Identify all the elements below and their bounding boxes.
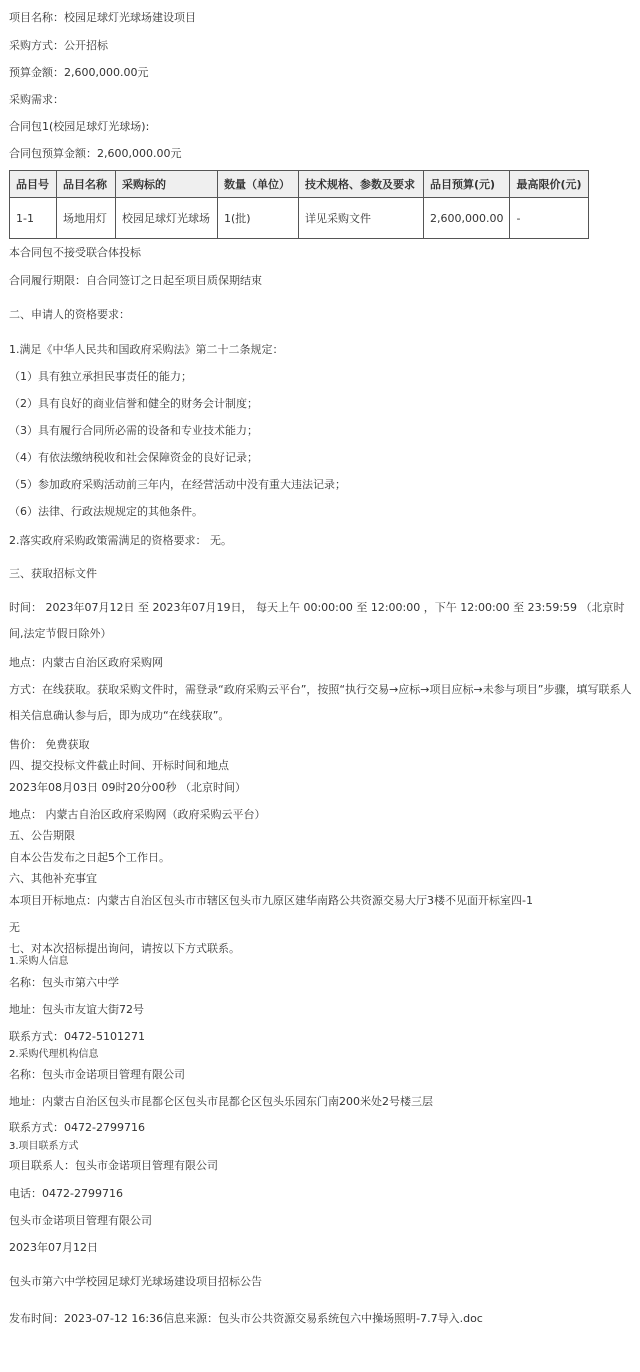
table-cell: 1(批) bbox=[218, 198, 299, 239]
purchaser-heading: 1.采购人信息 bbox=[9, 956, 69, 967]
footer-title: 包头市第六中学校园足球灯光球场建设项目招标公告 bbox=[9, 1275, 262, 1288]
no-consortium: 本合同包不接受联合体投标 bbox=[9, 246, 141, 259]
table-header: 最高限价(元) bbox=[510, 171, 589, 198]
publish-info: 发布时间：2023-07-12 16:36信息来源：包头市公共资源交易系统包六中操场照明-7.7导入.doc bbox=[9, 1312, 483, 1325]
table-header-row bbox=[10, 171, 589, 198]
qualification-2: 2.落实政府采购政策需满足的资格要求： 无。 bbox=[9, 534, 232, 547]
project-name: 项目名称：校园足球灯光球场建设项目 bbox=[9, 11, 196, 24]
contract-budget: 合同包预算金额：2,600,000.00元 bbox=[9, 147, 182, 160]
requirement: 采购需求： bbox=[9, 93, 64, 106]
qualification-1-2: （2）具有良好的商业信誉和健全的财务会计制度； bbox=[9, 397, 258, 410]
table-header: 技术规格、参数及要求 bbox=[299, 171, 424, 198]
table-cell: 1-1 bbox=[10, 198, 57, 239]
agency-heading: 2.采购代理机构信息 bbox=[9, 1049, 99, 1060]
purchaser-name: 名称：包头市第六中学 bbox=[9, 976, 119, 989]
project-contact-heading: 3.项目联系方式 bbox=[9, 1141, 79, 1152]
section-2-heading: 二、申请人的资格要求： bbox=[9, 308, 130, 321]
obtain-method: 方式：在线获取。获取采购文件时，需登录“政府采购云平台”，按照“执行交易→应标→项目应标→未参与项目”步骤，填写联系人相关信息确认参与后，即为成功“在线获取”。 bbox=[9, 683, 632, 722]
table-row bbox=[10, 198, 589, 239]
table-cell: 校园足球灯光球场 bbox=[116, 198, 218, 239]
table-header: 采购标的 bbox=[116, 171, 218, 198]
table-cell: - bbox=[510, 198, 589, 239]
table-cell: 详见采购文件 bbox=[299, 198, 424, 239]
obtain-time: 时间： 2023年07月12日 至 2023年07月19日， 每天上午 00:00:00 至 12:00:00 ，下午 12:00:00 至 23:59:59 （北京时间,法定节假日除外） bbox=[9, 601, 625, 640]
open-site: 本项目开标地点：内蒙古自治区包头市市辖区包头市九原区建华南路公共资源交易大厅3楼不见面开标室四-1 bbox=[9, 894, 533, 907]
contract-package: 合同包1(校园足球灯光球场): bbox=[9, 120, 150, 133]
qualification-1-4: （4）有依法缴纳税收和社会保障资金的良好记录； bbox=[9, 451, 258, 464]
contract-period: 合同履行期限：自合同签订之日起至项目质保期结束 bbox=[9, 274, 262, 287]
qualification-1-1: （1）具有独立承担民事责任的能力； bbox=[9, 370, 192, 383]
qualification-1-6: （6）法律、行政法规规定的其他条件。 bbox=[9, 505, 203, 518]
price: 售价： 免费获取 bbox=[9, 738, 90, 751]
notice-period: 自本公告发布之日起5个工作日。 bbox=[9, 851, 170, 864]
qualification-1: 1.满足《中华人民共和国政府采购法》第二十二条规定： bbox=[9, 343, 284, 356]
table-header: 数量（单位） bbox=[218, 171, 299, 198]
qualification-1-5: （5）参加政府采购活动前三年内，在经营活动中没有重大违法记录； bbox=[9, 478, 346, 491]
project-contact-person: 项目联系人：包头市金诺项目管理有限公司 bbox=[9, 1159, 218, 1172]
table-header: 品目预算(元) bbox=[424, 171, 510, 198]
none-text: 无 bbox=[9, 921, 20, 934]
purchaser-address: 地址：包头市友谊大街72号 bbox=[9, 1003, 144, 1016]
qualification-1-3: （3）具有履行合同所必需的设备和专业技术能力； bbox=[9, 424, 258, 437]
project-contact-phone: 电话：0472-2799716 bbox=[9, 1187, 123, 1200]
table-cell: 场地用灯 bbox=[57, 198, 116, 239]
items-table bbox=[9, 170, 589, 239]
deadline: 2023年08月03日 09时20分00秒 （北京时间） bbox=[9, 781, 246, 794]
section-7-heading: 七、对本次招标提出询问，请按以下方式联系。 bbox=[9, 942, 240, 955]
purchase-method: 采购方式：公开招标 bbox=[9, 39, 108, 52]
obtain-place: 地点：内蒙古自治区政府采购网 bbox=[9, 656, 163, 669]
open-place: 地点： 内蒙古自治区政府采购网（政府采购云平台） bbox=[9, 808, 266, 821]
agency-name: 名称：包头市金诺项目管理有限公司 bbox=[9, 1068, 185, 1081]
agency-address: 地址：内蒙古自治区包头市昆都仑区包头市昆都仑区包头乐园东门南200米处2号楼三层 bbox=[9, 1095, 433, 1108]
agency-phone: 联系方式：0472-2799716 bbox=[9, 1121, 145, 1134]
purchaser-phone: 联系方式：0472-5101271 bbox=[9, 1030, 145, 1043]
budget: 预算金额：2,600,000.00元 bbox=[9, 66, 149, 79]
table-cell: 2,600,000.00 bbox=[424, 198, 510, 239]
section-4-heading: 四、提交投标文件截止时间、开标时间和地点 bbox=[9, 759, 229, 772]
section-5-heading: 五、公告期限 bbox=[9, 829, 75, 842]
sign-date: 2023年07月12日 bbox=[9, 1241, 98, 1254]
section-3-heading: 三、获取招标文件 bbox=[9, 567, 97, 580]
section-6-heading: 六、其他补充事宜 bbox=[9, 872, 97, 885]
table-header: 品目号 bbox=[10, 171, 57, 198]
signer: 包头市金诺项目管理有限公司 bbox=[9, 1214, 152, 1227]
table-header: 品目名称 bbox=[57, 171, 116, 198]
